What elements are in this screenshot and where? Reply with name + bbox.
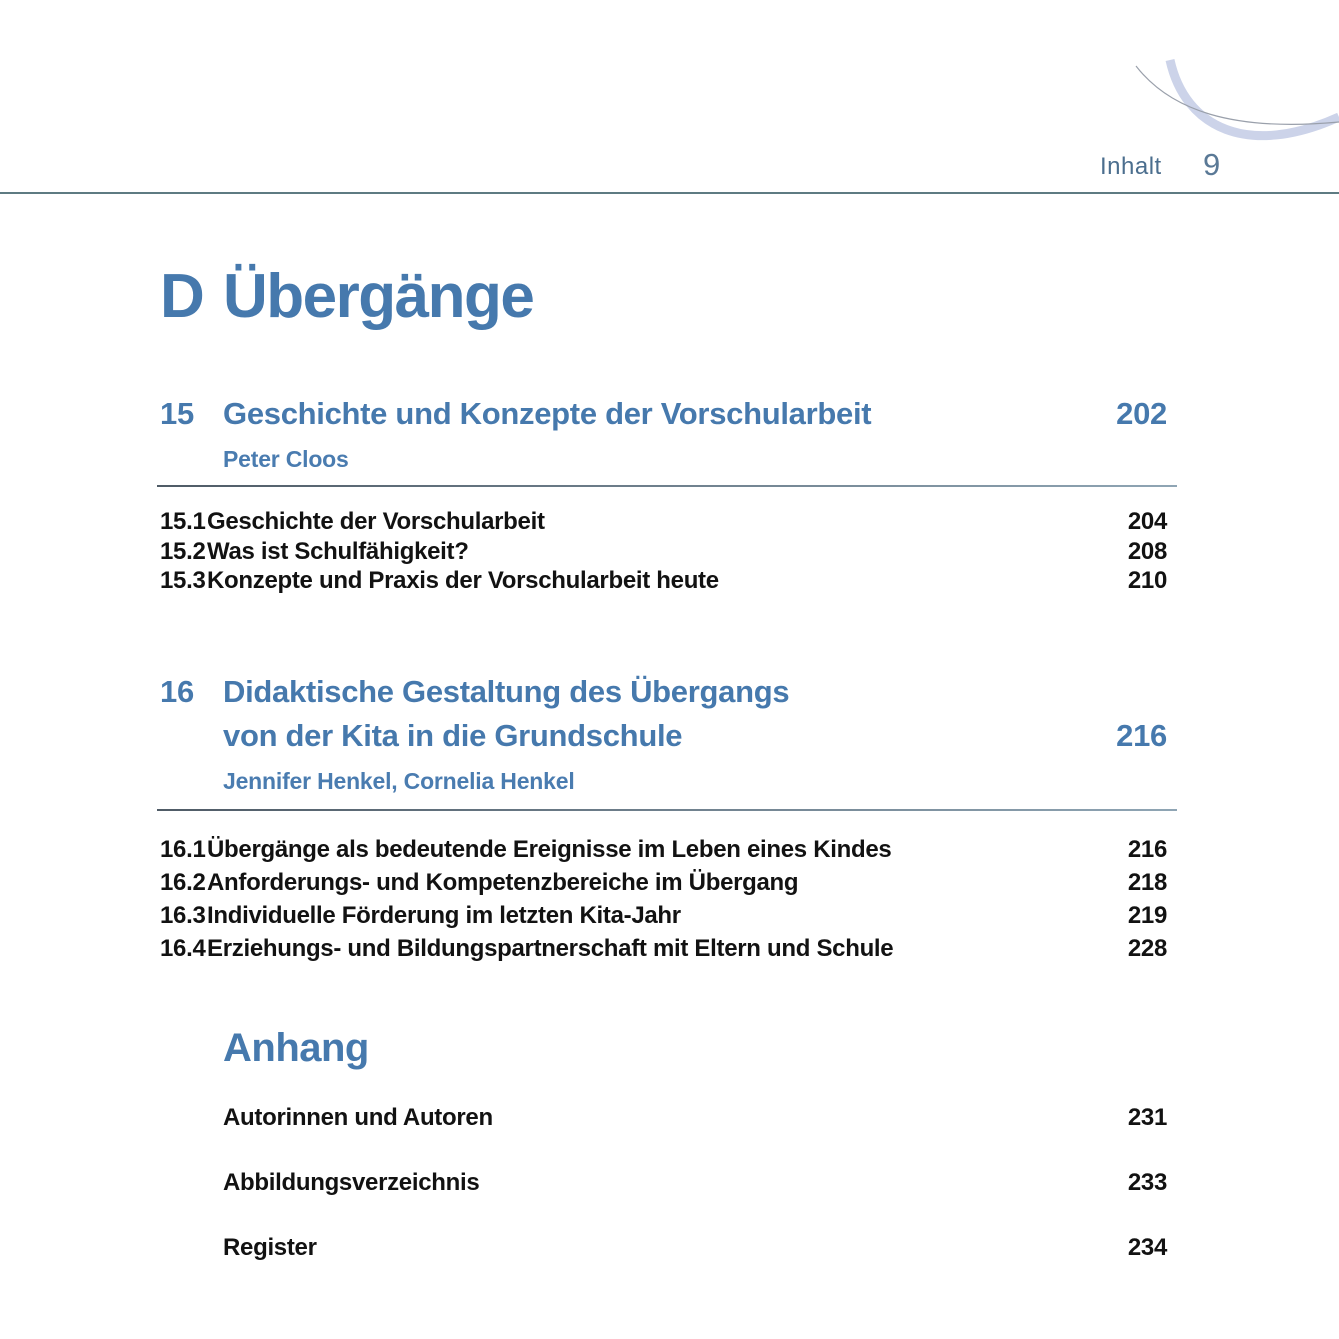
section-number: 16 <box>160 674 194 709</box>
toc-content <box>160 0 1167 1339</box>
subsection-page-number: 210 <box>1127 567 1167 594</box>
appendix-heading: Anhang <box>223 1026 369 1070</box>
subsection-title: Übergänge als bedeutende Ereignisse im Leben eines Kindes <box>207 836 892 863</box>
subsection-row <box>160 566 1167 596</box>
subsection-title: Anforderungs- und Kompetenzbereiche im Übergang <box>207 869 799 896</box>
section-title-line2: von der Kita in die Grundschule <box>223 718 683 753</box>
header-section-label: Inhalt <box>1100 153 1162 180</box>
section-page-number: 202 <box>1116 396 1167 431</box>
subsection-number: 15.3 <box>160 567 206 594</box>
subsection-page-number: 228 <box>1127 935 1167 962</box>
section-16-authors: Jennifer Henkel, Cornelia Henkel <box>223 768 575 794</box>
subsection-number: 16.3 <box>160 902 206 929</box>
subsection-row <box>160 901 1167 931</box>
subsection-number: 16.4 <box>160 935 206 962</box>
appendix-item-title: Abbildungsverzeichnis <box>223 1169 480 1196</box>
subsection-row <box>160 507 1167 537</box>
appendix-item-title: Register <box>223 1234 317 1261</box>
subsection-row <box>160 934 1167 964</box>
section-16-rule <box>157 809 1177 811</box>
section-16-row <box>160 670 1167 758</box>
subsection-title: Konzepte und Praxis der Vorschularbeit heute <box>207 567 719 594</box>
subsection-title: Was ist Schulfähigkeit? <box>207 538 469 565</box>
appendix-row <box>160 1233 1167 1263</box>
appendix-item-title: Autorinnen und Autoren <box>223 1104 493 1131</box>
subsection-number: 16.1 <box>160 836 206 863</box>
subsection-page-number: 208 <box>1127 538 1167 565</box>
part-title <box>160 262 1167 332</box>
section-title-line1: Didaktische Gestaltung des Übergangs <box>223 674 790 709</box>
subsection-page-number: 204 <box>1127 508 1167 535</box>
subsection-title: Geschichte der Vorschularbeit <box>207 508 545 535</box>
subsection-title: Erziehungs- und Bildungspartnerschaft mit Eltern und Schule <box>207 935 894 962</box>
appendix-item-page: 231 <box>1127 1104 1167 1131</box>
appendix-item-page: 233 <box>1127 1169 1167 1196</box>
subsection-title: Individuelle Förderung im letzten Kita-Jahr <box>207 902 681 929</box>
part-name: Übergänge <box>223 262 534 331</box>
appendix-row <box>160 1168 1167 1198</box>
subsection-number: 15.1 <box>160 508 206 535</box>
section-15-rule <box>157 485 1177 487</box>
appendix-row <box>160 1103 1167 1133</box>
subsection-page-number: 218 <box>1127 869 1167 896</box>
section-title: Geschichte und Konzepte der Vorschularbeit <box>223 396 872 431</box>
subsection-row <box>160 835 1167 865</box>
part-letter: D <box>160 262 204 331</box>
section-page-number: 216 <box>1116 718 1167 753</box>
subsection-page-number: 219 <box>1127 902 1167 929</box>
subsection-number: 16.2 <box>160 869 206 896</box>
section-title <box>223 670 1116 758</box>
subsection-row <box>160 868 1167 898</box>
subsection-page-number: 216 <box>1127 836 1167 863</box>
appendix-item-page: 234 <box>1127 1234 1167 1261</box>
subsection-row <box>160 537 1167 567</box>
subsection-number: 15.2 <box>160 538 206 565</box>
section-number: 15 <box>160 396 194 431</box>
header-page-number: 9 <box>1203 147 1221 182</box>
section-15-authors: Peter Cloos <box>223 446 349 472</box>
section-15-row <box>160 396 1167 432</box>
